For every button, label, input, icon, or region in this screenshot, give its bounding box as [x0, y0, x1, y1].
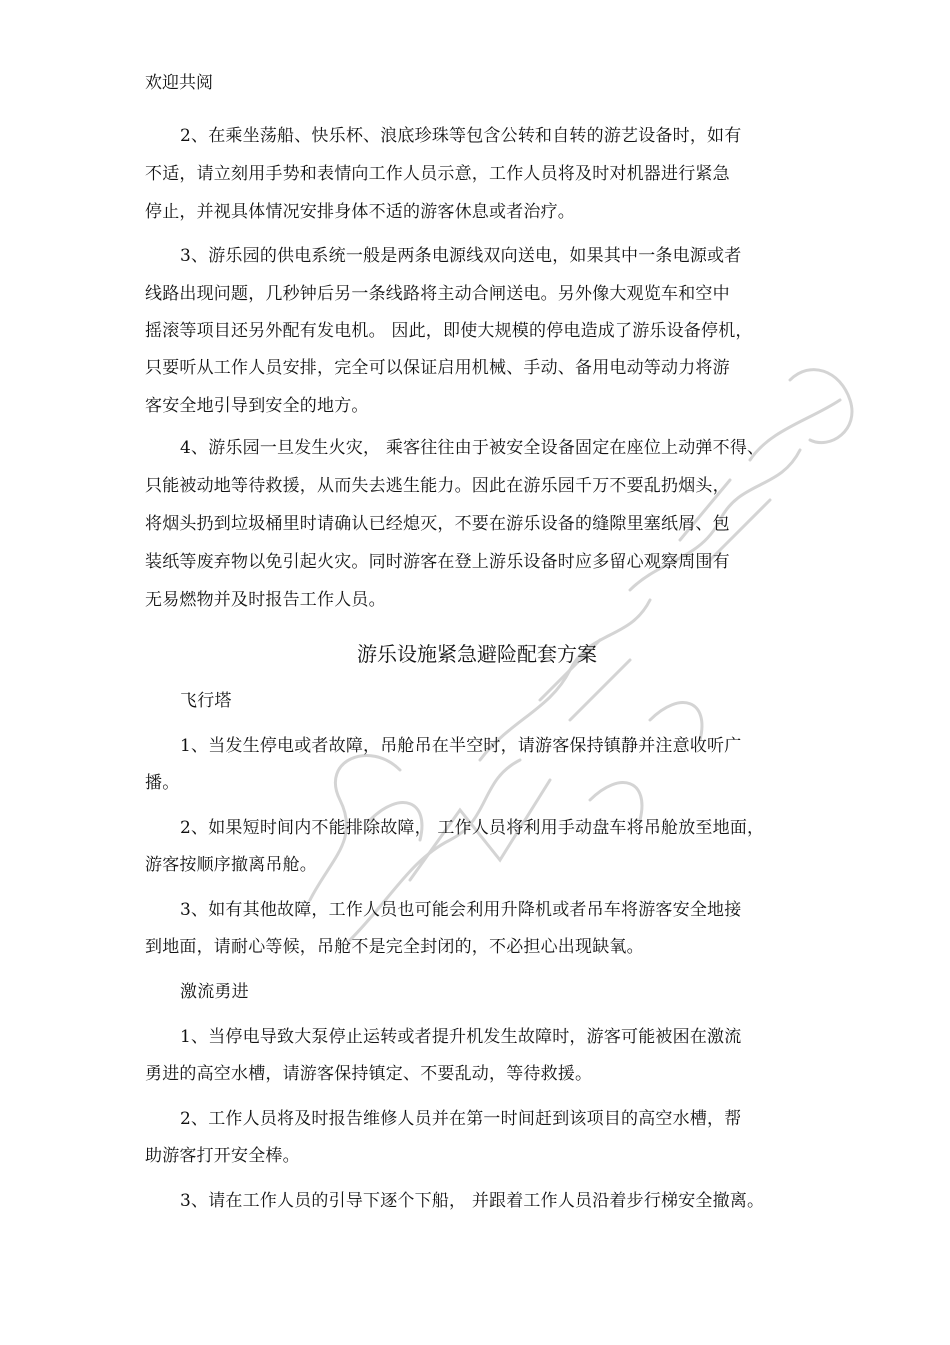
paragraph-line: 4、游乐园一旦发生火灾， 乘客往往由于被安全设备固定在座位上动弹不得、	[180, 438, 765, 458]
paragraph-line: 3、游乐园的供电系统一般是两条电源线双向送电，如果其中一条电源或者	[180, 246, 742, 266]
page-header: 欢迎共阅	[145, 73, 213, 93]
paragraph-line: 停止，并视具体情况安排身体不适的游客休息或者治疗。	[145, 202, 575, 222]
paragraph-line: 只要听从工作人员安排，完全可以保证启用机械、手动、备用电动等动力将游	[145, 358, 730, 378]
paragraph-line: 不适，请立刻用手势和表情向工作人员示意，工作人员将及时对机器进行紧急	[145, 164, 730, 184]
paragraph-line: 摇滚等项目还另外配有发电机。 因此，即使大规模的停电造成了游乐设备停机，	[145, 321, 753, 341]
paragraph-line: 3、如有其他故障，工作人员也可能会利用升降机或者吊车将游客安全地接	[180, 900, 742, 920]
paragraph-line: 游客按顺序撤离吊舱。	[145, 855, 317, 875]
paragraph-line: 线路出现问题，几秒钟后另一条线路将主动合闸送电。另外像大观览车和空中	[145, 284, 730, 304]
paragraph-line: 2、在乘坐荡船、快乐杯、浪底珍珠等包含公转和自转的游艺设备时，如有	[180, 126, 742, 146]
paragraph-line: 2、如果短时间内不能排除故障， 工作人员将利用手动盘车将吊舱放至地面，	[180, 818, 765, 838]
paragraph-line: 将烟头扔到垃圾桶里时请确认已经熄灭，不要在游乐设备的缝隙里塞纸屑、包	[145, 514, 730, 534]
paragraph-line: 2、工作人员将及时报告维修人员并在第一时间赶到该项目的高空水槽，帮	[180, 1109, 742, 1129]
paragraph-line: 无易燃物并及时报告工作人员。	[145, 590, 386, 610]
paragraph-line: 客安全地引导到安全的地方。	[145, 396, 369, 416]
paragraph-line: 1、当发生停电或者故障，吊舱吊在半空时，请游客保持镇静并注意收听广	[180, 736, 742, 756]
subsection-heading: 激流勇进	[180, 982, 249, 1002]
subsection-heading: 飞行塔	[180, 691, 232, 711]
paragraph-line: 播。	[145, 773, 180, 793]
paragraph-line: 装纸等废弃物以免引起火灾。同时游客在登上游乐设备时应多留心观察周围有	[145, 552, 730, 572]
paragraph-line: 到地面，请耐心等候，吊舱不是完全封闭的，不必担心出现缺氧。	[145, 937, 644, 957]
paragraph-line: 1、当停电导致大泵停止运转或者提升机发生故障时，游客可能被困在激流	[180, 1027, 742, 1047]
paragraph-line: 3、请在工作人员的引导下逐个下船， 并跟着工作人员沿着步行梯安全撤离。	[180, 1191, 765, 1211]
paragraph-line: 只能被动地等待救援，从而失去逃生能力。因此在游乐园千万不要乱扔烟头，	[145, 476, 730, 496]
section-title: 游乐设施紧急避险配套方案	[357, 642, 597, 666]
paragraph-line: 勇进的高空水槽，请游客保持镇定、不要乱动，等待救援。	[145, 1064, 593, 1084]
paragraph-line: 助游客打开安全棒。	[145, 1146, 300, 1166]
